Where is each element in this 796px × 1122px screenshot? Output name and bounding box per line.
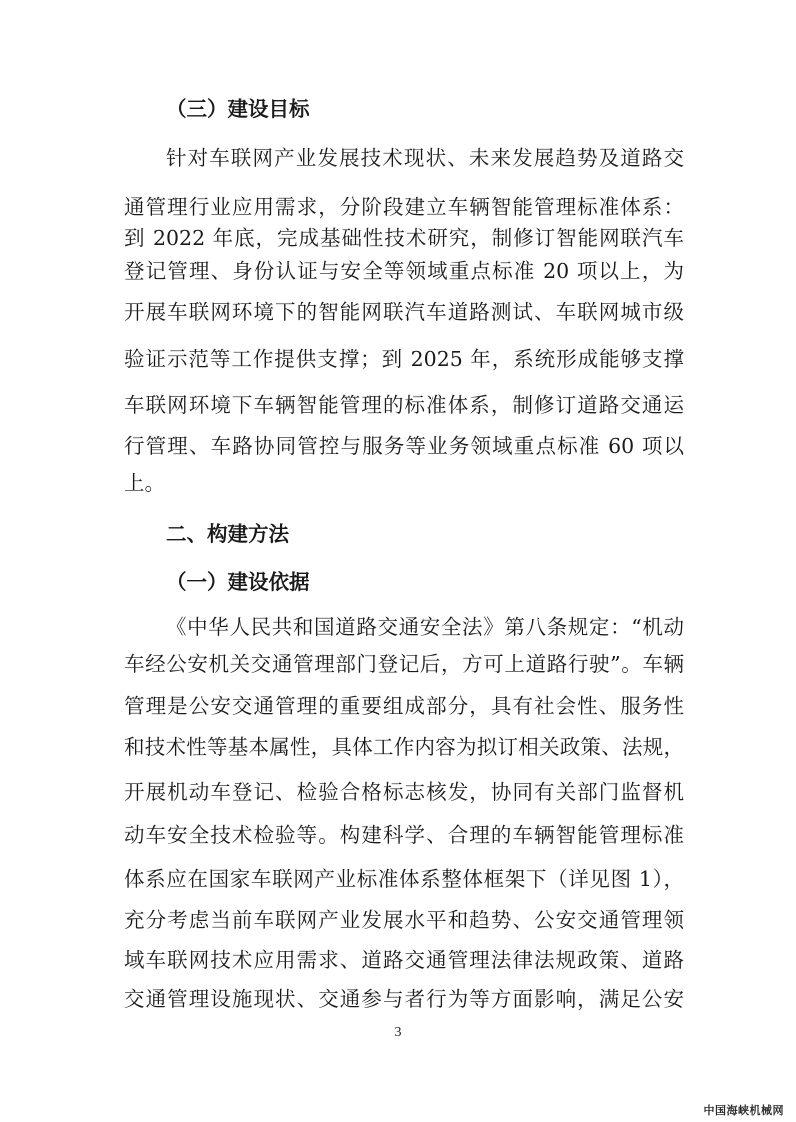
- paragraph-line: 开展机动车登记、检验合格标志核发，协同有关部门监督机: [124, 780, 684, 804]
- section-heading-method: 二、构建方法: [166, 522, 289, 546]
- paragraph-line: 车经公安机关交通管理部门登记后，方可上道路行驶”。车辆: [124, 652, 684, 676]
- paragraph-line: 管理是公安交通管理的重要组成部分，具有社会性、服务性: [124, 694, 684, 718]
- page-number: 3: [394, 1025, 402, 1040]
- paragraph-line: 《中华人民共和国道路交通安全法》第八条规定：“机动: [166, 615, 684, 639]
- paragraph-line: 交通管理设施现状、交通参与者行为等方面影响，满足公安: [124, 987, 684, 1011]
- paragraph-line: 域车联网技术应用需求、道路交通管理法律法规政策、道路: [124, 948, 684, 972]
- paragraph-line: 充分考虑当前车联网产业发展水平和趋势、公安交通管理领: [124, 908, 684, 932]
- paragraph-line: 登记管理、身份认证与安全等领域重点标准 20 项以上，为: [124, 259, 684, 283]
- section-heading-goals: （三）建设目标: [166, 97, 310, 121]
- paragraph-line: 动车安全技术检验等。构建科学、合理的车辆智能管理标准: [124, 823, 684, 847]
- paragraph-line: 行管理、车路协同管控与服务等业务领域重点标准 60 项以: [124, 434, 684, 458]
- paragraph-line: 验证示范等工作提供支撑；到 2025 年，系统形成能够支撑: [124, 347, 684, 371]
- section-heading-basis: （一）建设依据: [166, 570, 310, 594]
- paragraph-line: 开展车联网环境下的智能网联汽车道路测试、车联网城市级: [124, 300, 684, 324]
- paragraph-line: 和技术性等基本属性，具体工作内容为拟订相关政策、法规，: [124, 735, 684, 759]
- site-watermark: 中国海峡机械网: [703, 1104, 784, 1117]
- paragraph-line: 到 2022 年底，完成基础性技术研究，制修订智能网联汽车: [124, 226, 684, 250]
- paragraph-line: 上。: [124, 471, 165, 495]
- paragraph-line: 通管理行业应用需求，分阶段建立车辆智能管理标准体系：: [124, 195, 684, 219]
- paragraph-line: 针对车联网产业发展技术现状、未来发展趋势及道路交: [166, 146, 684, 170]
- paragraph-line: 车联网环境下车辆智能管理的标准体系，制修订道路交通运: [124, 393, 684, 417]
- paragraph-line: 体系应在国家车联网产业标准体系整体框架下（详见图 1），: [124, 867, 684, 891]
